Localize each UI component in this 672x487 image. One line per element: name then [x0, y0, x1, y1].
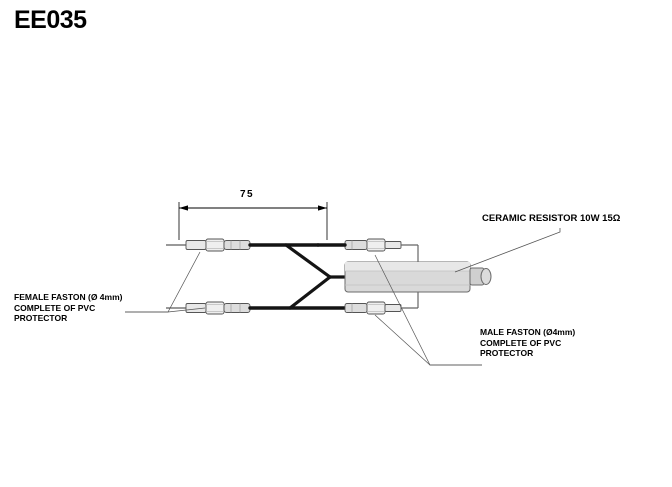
wire-crossover — [286, 245, 345, 308]
female-faston-terminal-upper — [186, 239, 250, 251]
label-female-faston: FEMALE FASTON (Ø 4mm) COMPLETE OF PVC PROTECTOR — [14, 292, 123, 323]
lower-wire-assembly — [166, 292, 418, 314]
label-male-faston: MALE FASTON (Ø4mm) COMPLETE OF PVC PROTECTOR — [480, 327, 576, 358]
male-faston-terminal-upper — [345, 239, 401, 251]
page-title: EE035 — [14, 6, 87, 34]
female-faston-terminal-lower — [186, 302, 250, 314]
male-faston-terminal-lower — [345, 302, 401, 314]
label-ceramic-resistor: CERAMIC RESISTOR 10W 15Ω — [482, 213, 621, 224]
dimension-75 — [179, 202, 327, 240]
dimension-label-75: 75 — [240, 189, 255, 200]
